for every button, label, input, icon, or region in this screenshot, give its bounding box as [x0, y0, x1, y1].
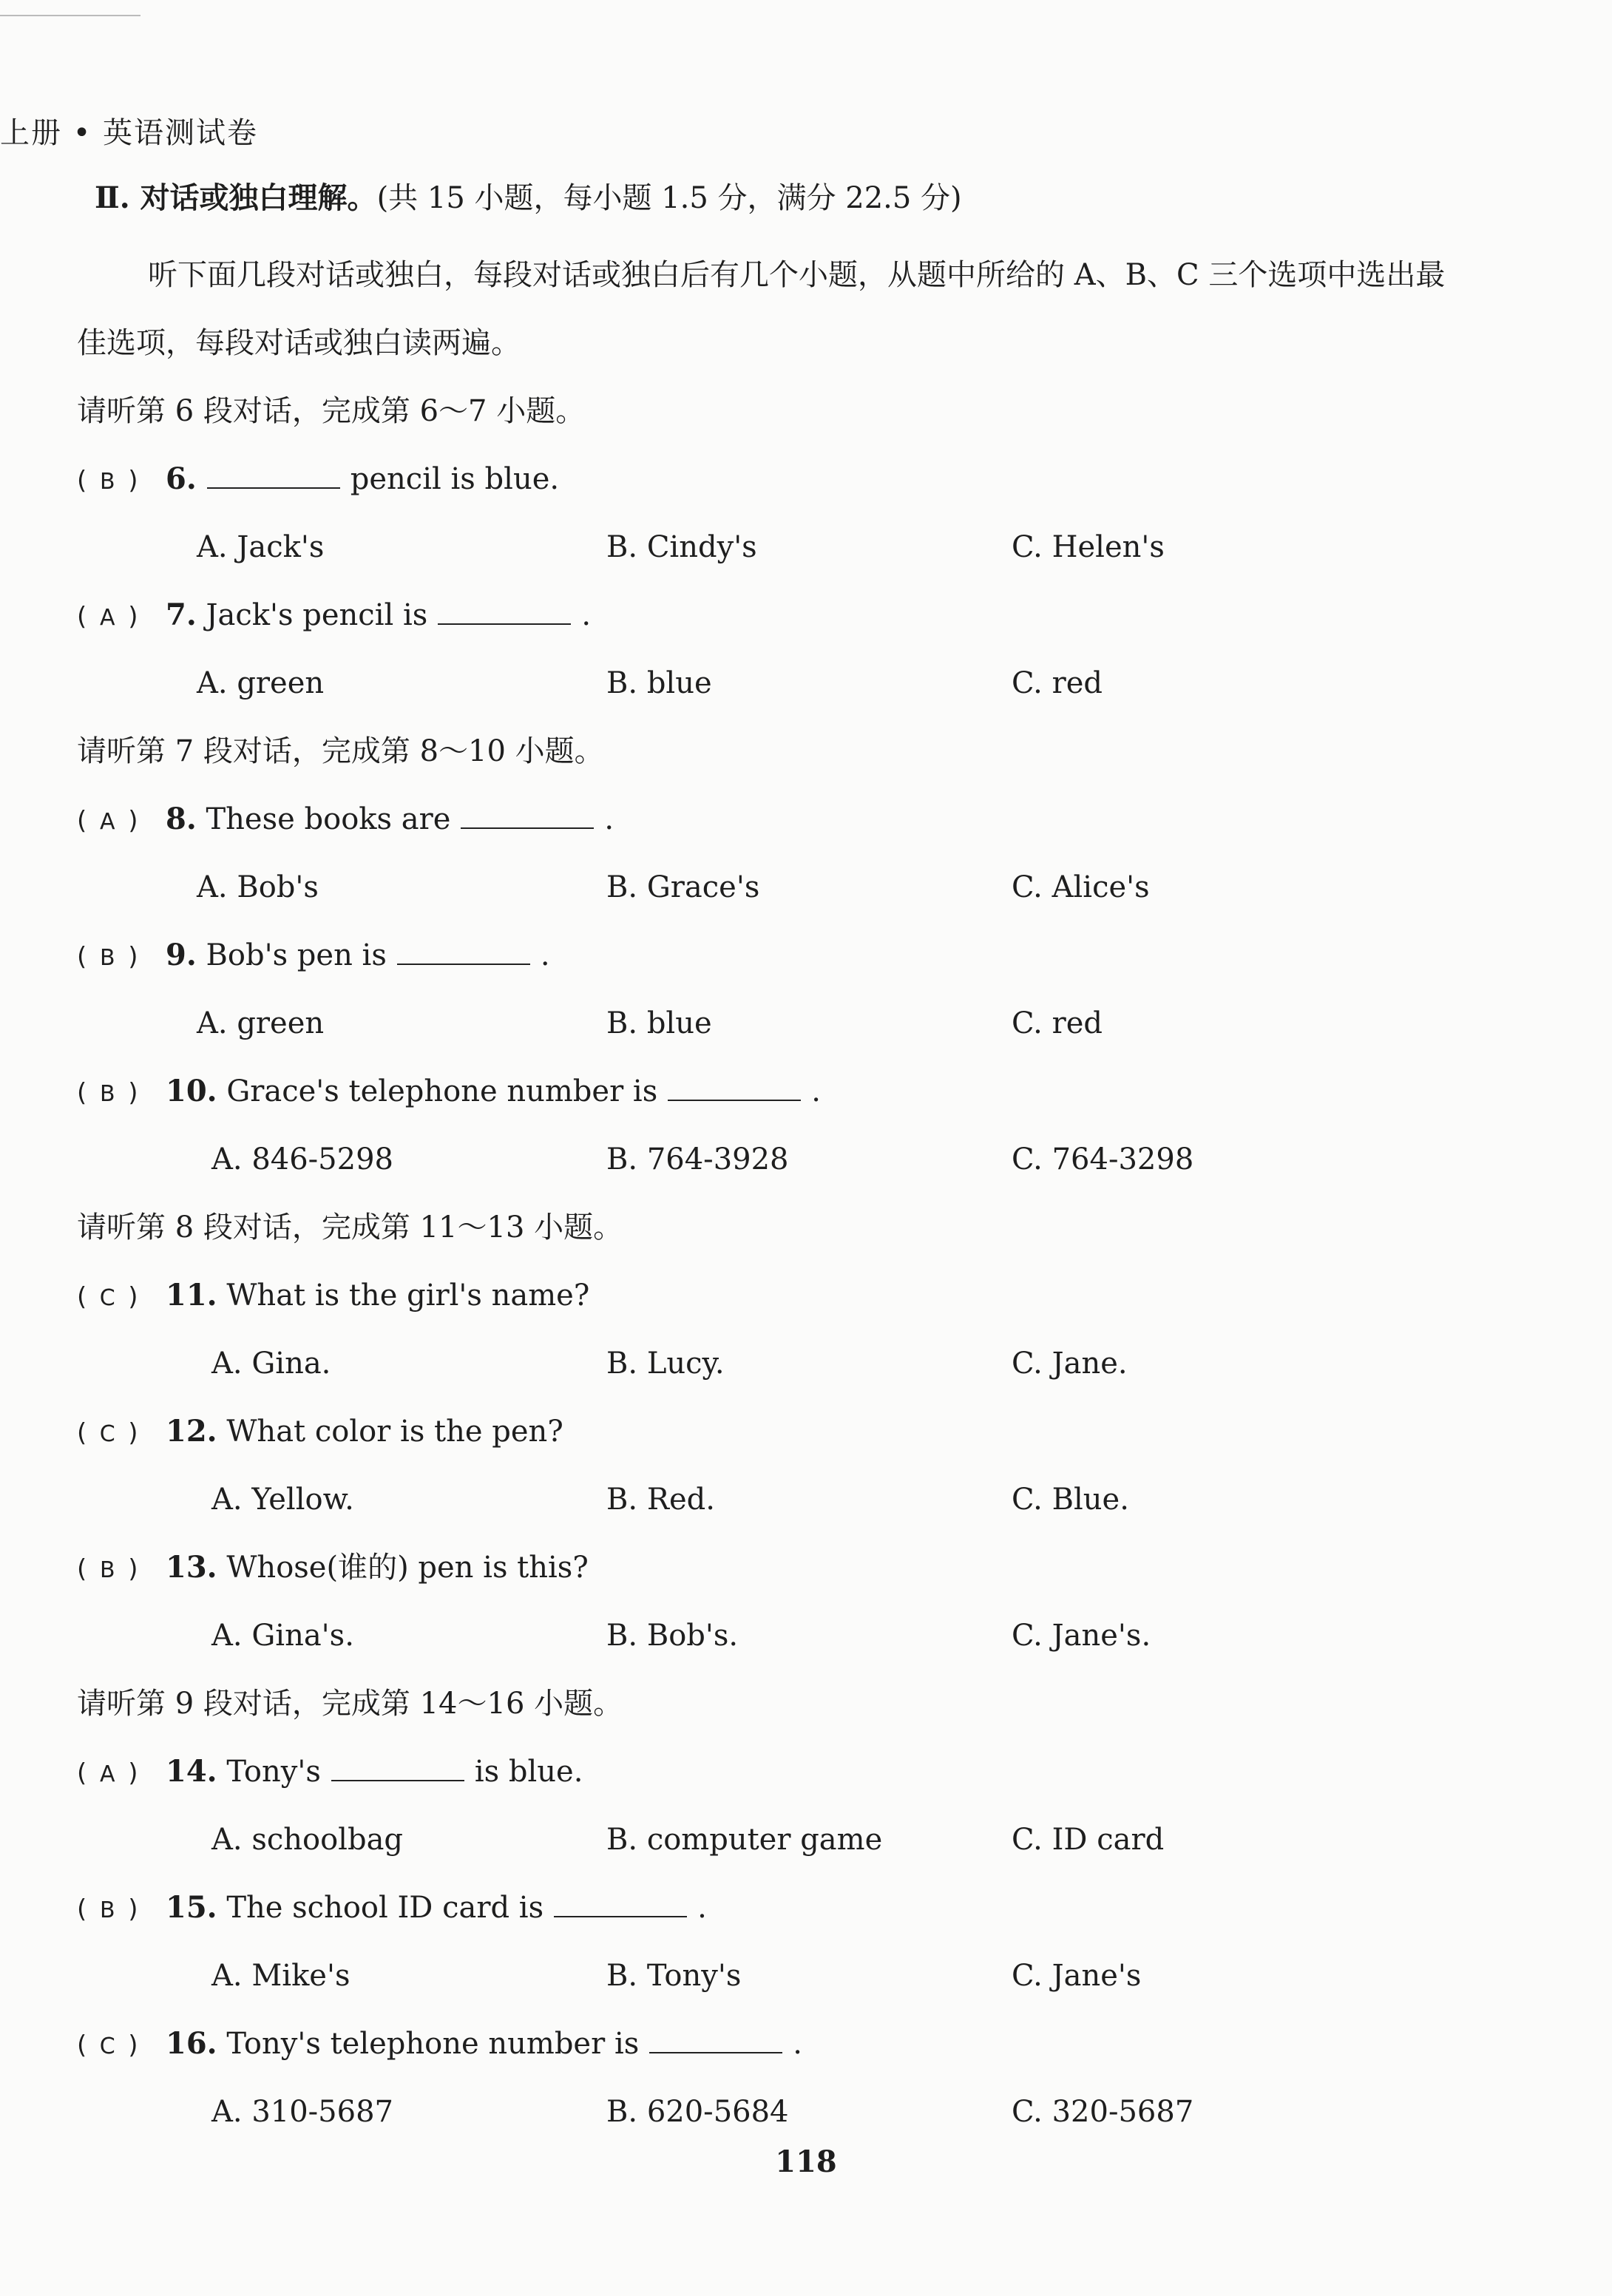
question-text-after: . [604, 802, 614, 836]
question-text-before: Grace's telephone number is [226, 1074, 658, 1108]
question-text-before: Tony's telephone number is [226, 2027, 640, 2061]
option-b: B. Cindy's [606, 530, 757, 564]
question-text-after: . [793, 2027, 802, 2061]
answer-paren: ( B ) [77, 1059, 166, 1128]
options-12 [77, 1466, 1526, 1534]
option-a: A. 846-5298 [211, 1142, 393, 1176]
answer-blank [461, 801, 594, 829]
question-text-after: . [697, 1891, 707, 1925]
option-a: A. 310-5687 [211, 2095, 393, 2129]
answer-paren: ( C ) [77, 1399, 166, 1469]
question-9 [77, 921, 1526, 989]
question-number: 8. [166, 802, 197, 836]
question-text-after: pencil is blue. [350, 462, 560, 496]
option-b: B. blue [606, 666, 712, 700]
question-10 [77, 1057, 1526, 1125]
answer-letter: A [100, 1761, 115, 1787]
question-text: Whose(谁的) pen is this? [226, 1551, 589, 1585]
section-heading: Ⅱ. 对话或独白理解。 [95, 180, 377, 215]
answer-blank [668, 1073, 801, 1101]
answer-paren: ( B ) [77, 1875, 166, 1945]
option-c: C. red [1012, 1006, 1103, 1040]
question-text-before: These books are [206, 802, 451, 836]
option-b: B. Grace's [606, 870, 760, 904]
option-b: B. Tony's [606, 1959, 742, 1993]
answer-blank [207, 461, 340, 489]
answer-paren: ( A ) [77, 583, 166, 652]
question-text-after: . [811, 1074, 821, 1108]
option-c: C. ID card [1012, 1823, 1165, 1857]
answer-letter: A [100, 605, 115, 631]
question-number: 6. [166, 461, 197, 496]
question-text-before: Tony's [226, 1755, 321, 1789]
group-label: 请听第 6 段对话，完成第 6～7 小题。 [77, 394, 586, 428]
answer-paren: ( A ) [77, 787, 166, 856]
answer-letter: C [99, 1285, 115, 1311]
answer-paren: ( B ) [77, 447, 166, 516]
option-b: B. Bob's. [606, 1619, 739, 1653]
question-11 [77, 1262, 1526, 1330]
answer-paren: ( C ) [77, 1263, 166, 1332]
answer-paren: ( C ) [77, 2011, 166, 2081]
option-a: A. green [197, 666, 325, 700]
question-12 [77, 1398, 1526, 1466]
question-15 [77, 1874, 1526, 1942]
question-text: What is the girl's name? [226, 1279, 590, 1313]
question-text-after: is blue. [474, 1755, 583, 1789]
answer-blank [331, 1753, 464, 1781]
question-text: What color is the pen? [226, 1415, 563, 1449]
question-6 [77, 445, 1526, 513]
question-text-after: . [540, 938, 550, 972]
option-b: B. computer game [606, 1823, 883, 1857]
question-number: 12. [166, 1414, 217, 1449]
page-header: 上册 • 英语测试卷 [0, 116, 259, 150]
answer-letter: A [100, 809, 115, 835]
question-number: 14. [166, 1754, 217, 1789]
section-scoring: (共 15 小题，每小题 1.5 分，满分 22.5 分) [376, 181, 962, 215]
answer-blank [438, 597, 571, 625]
answer-letter: B [99, 469, 115, 495]
page-number: 118 [775, 2144, 837, 2179]
answer-paren: ( B ) [77, 1535, 166, 1605]
answer-letter: B [99, 1081, 115, 1107]
answer-letter: C [99, 2033, 115, 2059]
question-number: 9. [166, 938, 197, 972]
option-b: B. 620-5684 [606, 2095, 789, 2129]
question-number: 11. [166, 1278, 217, 1313]
option-c: C. Helen's [1012, 530, 1165, 564]
group-label: 请听第 8 段对话，完成第 11～13 小题。 [77, 1210, 623, 1244]
question-8 [77, 785, 1526, 853]
question-number: 7. [166, 597, 197, 632]
option-b: B. Red. [606, 1483, 715, 1517]
option-c: C. Jane. [1012, 1347, 1128, 1381]
option-a: A. Jack's [197, 530, 325, 564]
option-a: A. schoolbag [211, 1823, 404, 1857]
options-13 [77, 1602, 1526, 1670]
option-a: A. Yellow. [211, 1483, 354, 1517]
question-number: 16. [166, 2026, 217, 2061]
options-10 [77, 1125, 1526, 1193]
answer-letter: B [99, 945, 115, 971]
option-c: C. Blue. [1012, 1483, 1129, 1517]
option-c: C. 764-3298 [1012, 1142, 1194, 1176]
group-label: 请听第 9 段对话，完成第 14～16 小题。 [77, 1687, 623, 1721]
answer-letter: B [99, 1897, 115, 1923]
section-instruction: 听下面几段对话或独白，每段对话或独白后有几个小题，从题中所给的 A、B、C 三个选项中选出最佳选项，每段对话或独白读两遍。 [77, 258, 1446, 360]
question-list [77, 377, 1526, 2146]
group-label: 请听第 7 段对话，完成第 8～10 小题。 [77, 734, 604, 768]
option-c: C. red [1012, 666, 1103, 700]
option-b: B. blue [606, 1006, 712, 1040]
options-16 [77, 2078, 1526, 2146]
question-16 [77, 2010, 1526, 2078]
option-b: B. 764-3928 [606, 1142, 789, 1176]
question-number: 15. [166, 1890, 217, 1925]
question-text-before: Bob's pen is [206, 938, 387, 972]
options-11 [77, 1330, 1526, 1398]
answer-blank [397, 937, 530, 965]
option-a: A. Mike's [211, 1959, 350, 1993]
options-14 [77, 1806, 1526, 1874]
section-title [95, 175, 962, 217]
answer-letter: B [99, 1557, 115, 1583]
options-8 [77, 853, 1526, 921]
answer-letter: C [99, 1421, 115, 1447]
answer-paren: ( A ) [77, 1739, 166, 1809]
question-number: 13. [166, 1550, 217, 1585]
option-c: C. 320-5687 [1012, 2095, 1194, 2129]
question-text-after: . [581, 598, 592, 632]
option-a: A. Bob's [197, 870, 319, 904]
question-14 [77, 1738, 1526, 1806]
option-c: C. Jane's [1012, 1959, 1142, 1993]
option-a: A. Gina. [211, 1347, 331, 1381]
answer-paren: ( B ) [77, 923, 166, 992]
question-text-before: The school ID card is [226, 1891, 544, 1925]
question-13 [77, 1534, 1526, 1602]
question-number: 10. [166, 1074, 217, 1108]
options-9 [77, 989, 1526, 1057]
option-c: C. Jane's. [1012, 1619, 1151, 1653]
option-a: A. green [197, 1006, 325, 1040]
question-7 [77, 581, 1526, 649]
answer-blank [649, 2025, 782, 2053]
options-15 [77, 1942, 1526, 2010]
options-7 [77, 649, 1526, 717]
option-c: C. Alice's [1012, 870, 1150, 904]
options-6 [77, 513, 1526, 581]
option-a: A. Gina's. [211, 1619, 354, 1653]
question-text-before: Jack's pencil is [206, 598, 428, 632]
option-b: B. Lucy. [606, 1347, 725, 1381]
corner-rule [0, 15, 140, 16]
answer-blank [554, 1889, 687, 1917]
